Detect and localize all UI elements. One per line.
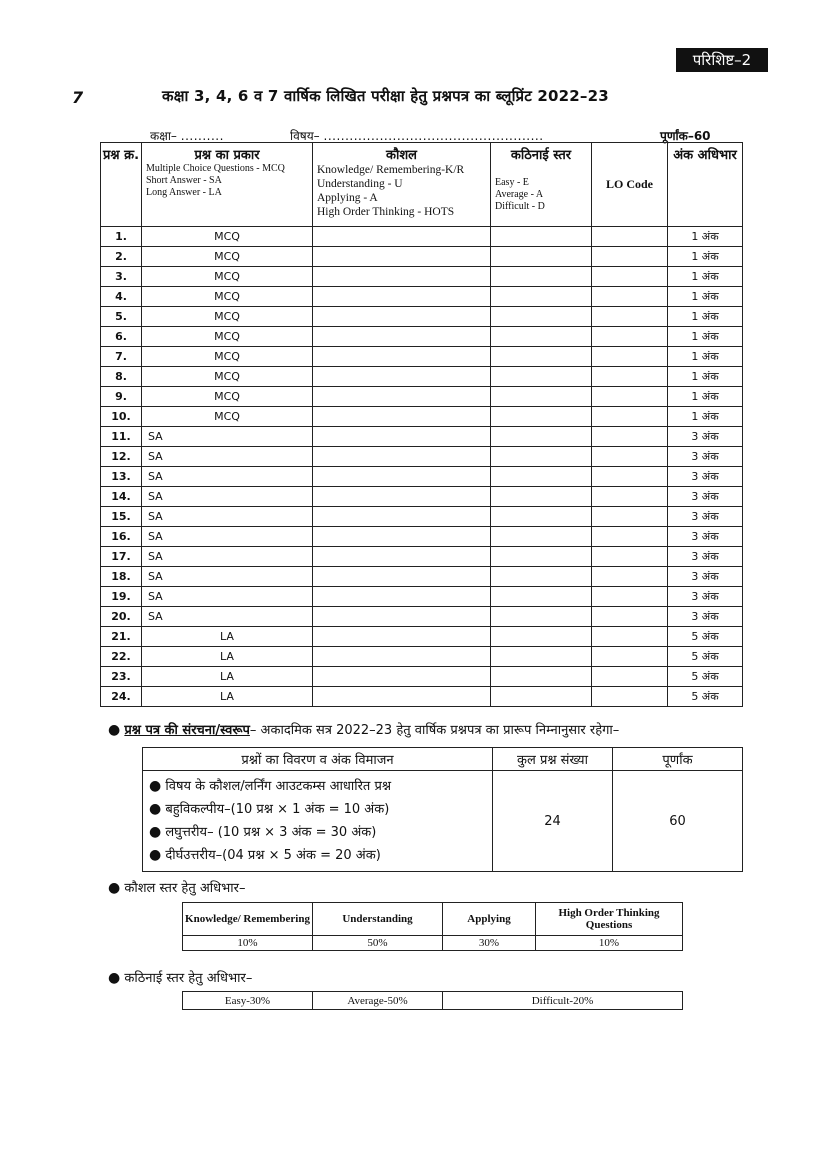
row-skill — [313, 367, 491, 387]
row-marks: 1 अंक — [668, 327, 743, 347]
row-type: SA — [142, 527, 313, 547]
bullet-icon: ● — [108, 722, 121, 738]
row-difficulty — [491, 467, 592, 487]
skill-legend-4: High Order Thinking - HOTS — [317, 206, 455, 218]
table-row — [101, 547, 743, 567]
row-type: MCQ — [142, 367, 313, 387]
row-qno: 10. — [101, 407, 142, 427]
row-marks: 5 अंक — [668, 687, 743, 707]
class-label: कक्षा– — [150, 129, 177, 143]
difficulty-value: Easy-30% — [183, 992, 313, 1010]
row-marks: 5 अंक — [668, 667, 743, 687]
table-row — [101, 407, 743, 427]
row-skill — [313, 567, 491, 587]
row-difficulty — [491, 587, 592, 607]
row-qno: 20. — [101, 607, 142, 627]
row-qno: 2. — [101, 247, 142, 267]
skill-header: Applying — [443, 903, 536, 936]
structure-heading — [108, 720, 619, 738]
row-lo-code — [592, 687, 668, 707]
table-row — [101, 507, 743, 527]
table-row — [101, 487, 743, 507]
row-marks: 1 अंक — [668, 387, 743, 407]
row-qno: 1. — [101, 227, 142, 247]
row-marks: 3 अंक — [668, 447, 743, 467]
type-legend-2: Short Answer - SA — [146, 175, 222, 186]
row-skill — [313, 387, 491, 407]
row-type: SA — [142, 507, 313, 527]
row-marks: 1 अंक — [668, 227, 743, 247]
row-lo-code — [592, 367, 668, 387]
table-row — [101, 627, 743, 647]
row-skill — [313, 287, 491, 307]
row-qno: 16. — [101, 527, 142, 547]
row-qno: 13. — [101, 467, 142, 487]
row-qno: 3. — [101, 267, 142, 287]
table-row — [101, 387, 743, 407]
row-type: LA — [142, 667, 313, 687]
row-skill — [313, 407, 491, 427]
row-type: MCQ — [142, 287, 313, 307]
row-marks: 3 अंक — [668, 487, 743, 507]
difficulty-weight-heading: ● कठिनाई स्तर हेतु अधिभार– — [108, 970, 253, 986]
row-type: SA — [142, 607, 313, 627]
row-lo-code — [592, 427, 668, 447]
row-marks: 3 अंक — [668, 527, 743, 547]
header-skill: कौशल Knowledge/ Remembering-K/R Understanding - U Applying - A High Order Thinking - HOTS — [313, 143, 491, 227]
difficulty-legend-3: Difficult - D — [495, 201, 545, 212]
row-type: MCQ — [142, 227, 313, 247]
row-qno: 4. — [101, 287, 142, 307]
row-lo-code — [592, 347, 668, 367]
type-legend-1: Multiple Choice Questions - MCQ — [146, 163, 285, 174]
row-type: SA — [142, 427, 313, 447]
row-marks: 3 अंक — [668, 547, 743, 567]
header-difficulty: कठिनाई स्तर Easy - E Average - A Difficult - D — [491, 143, 592, 227]
row-qno: 21. — [101, 627, 142, 647]
page-mark: 7 — [72, 88, 84, 107]
row-qno: 14. — [101, 487, 142, 507]
row-skill — [313, 607, 491, 627]
row-skill — [313, 547, 491, 567]
row-qno: 6. — [101, 327, 142, 347]
skill-weight-table — [182, 902, 683, 951]
structure-item: ● दीर्घउत्तरीय–(04 प्रश्न × 5 अंक = 20 अंक) — [149, 847, 381, 863]
row-difficulty — [491, 287, 592, 307]
row-type: SA — [142, 467, 313, 487]
row-difficulty — [491, 327, 592, 347]
row-lo-code — [592, 647, 668, 667]
row-difficulty — [491, 307, 592, 327]
skill-header: Knowledge/ Remembering — [183, 903, 313, 936]
row-type: SA — [142, 447, 313, 467]
row-lo-code — [592, 527, 668, 547]
row-skill — [313, 307, 491, 327]
row-marks: 1 अंक — [668, 287, 743, 307]
row-skill — [313, 507, 491, 527]
row-difficulty — [491, 687, 592, 707]
row-marks: 3 अंक — [668, 507, 743, 527]
difficulty-weight-table — [182, 991, 683, 1010]
row-difficulty — [491, 227, 592, 247]
row-difficulty — [491, 667, 592, 687]
row-type: MCQ — [142, 247, 313, 267]
row-marks: 5 अंक — [668, 627, 743, 647]
row-lo-code — [592, 667, 668, 687]
row-difficulty — [491, 607, 592, 627]
row-type: LA — [142, 647, 313, 667]
row-lo-code — [592, 227, 668, 247]
bullet-icon: ● — [108, 970, 121, 986]
row-lo-code — [592, 627, 668, 647]
row-difficulty — [491, 247, 592, 267]
difficulty-legend-1: Easy - E — [495, 177, 529, 188]
table-row — [101, 647, 743, 667]
table-row — [101, 667, 743, 687]
structure-heading-underlined: प्रश्न पत्र की संरचना/स्वरूप — [124, 723, 250, 738]
row-lo-code — [592, 467, 668, 487]
table-row — [101, 367, 743, 387]
row-difficulty — [491, 387, 592, 407]
table-row — [101, 587, 743, 607]
table-row — [101, 607, 743, 627]
row-qno: 12. — [101, 447, 142, 467]
max-marks: पूर्णांक–60 — [660, 129, 711, 143]
row-difficulty — [491, 427, 592, 447]
skill-legend-1: Knowledge/ Remembering-K/R — [317, 164, 465, 176]
row-skill — [313, 467, 491, 487]
row-type: SA — [142, 547, 313, 567]
bullet-icon: ● — [108, 880, 121, 896]
row-type: MCQ — [142, 347, 313, 367]
skill-value: 50% — [313, 936, 443, 951]
row-marks: 3 अंक — [668, 427, 743, 447]
row-difficulty — [491, 347, 592, 367]
row-skill — [313, 647, 491, 667]
row-type: LA — [142, 687, 313, 707]
row-difficulty — [491, 367, 592, 387]
row-type: MCQ — [142, 407, 313, 427]
row-qno: 11. — [101, 427, 142, 447]
appendix-badge: परिशिष्ट–2 — [676, 48, 768, 72]
row-qno: 22. — [101, 647, 142, 667]
structure-item: ● लघुत्तरीय– (10 प्रश्न × 3 अंक = 30 अंक) — [149, 824, 377, 840]
table-row — [101, 267, 743, 287]
skill-legend-3: Applying - A — [317, 192, 378, 204]
structure-table — [142, 747, 743, 872]
header-lo-code: LO Code — [592, 143, 668, 227]
row-qno: 17. — [101, 547, 142, 567]
table-row — [101, 447, 743, 467]
table-row — [101, 307, 743, 327]
row-difficulty — [491, 547, 592, 567]
structure-col-marks: पूर्णांक — [613, 748, 743, 771]
row-lo-code — [592, 587, 668, 607]
row-skill — [313, 247, 491, 267]
skill-weight-heading: ● कौशल स्तर हेतु अधिभार– — [108, 880, 246, 896]
row-lo-code — [592, 547, 668, 567]
row-marks: 1 अंक — [668, 407, 743, 427]
blueprint-table — [100, 142, 743, 707]
row-lo-code — [592, 247, 668, 267]
row-lo-code — [592, 567, 668, 587]
row-marks: 1 अंक — [668, 367, 743, 387]
structure-item: ● बहुविकल्पीय–(10 प्रश्न × 1 अंक = 10 अंक) — [149, 801, 390, 817]
row-skill — [313, 227, 491, 247]
row-marks: 1 अंक — [668, 247, 743, 267]
row-skill — [313, 487, 491, 507]
row-qno: 5. — [101, 307, 142, 327]
row-qno: 7. — [101, 347, 142, 367]
row-qno: 18. — [101, 567, 142, 587]
skill-value: 10% — [536, 936, 683, 951]
row-lo-code — [592, 487, 668, 507]
row-type: SA — [142, 567, 313, 587]
table-row — [101, 567, 743, 587]
table-row — [101, 687, 743, 707]
structure-heading-rest: – अकादमिक सत्र 2022–23 हेतु वार्षिक प्रश्नपत्र का प्रारूप निम्नानुसार रहेगा– — [249, 723, 620, 738]
row-type: MCQ — [142, 327, 313, 347]
header-question-type: प्रश्न का प्रकार Multiple Choice Questions - MCQ Short Answer - SA Long Answer - LA — [142, 143, 313, 227]
row-lo-code — [592, 507, 668, 527]
row-difficulty — [491, 447, 592, 467]
row-lo-code — [592, 267, 668, 287]
row-marks: 3 अंक — [668, 467, 743, 487]
structure-total-marks: 60 — [613, 771, 743, 872]
structure-col-desc: प्रश्नों का विवरण व अंक विमाजन — [143, 748, 493, 771]
table-row — [101, 527, 743, 547]
row-lo-code — [592, 607, 668, 627]
type-legend-3: Long Answer - LA — [146, 187, 222, 198]
row-difficulty — [491, 527, 592, 547]
skill-value: 30% — [443, 936, 536, 951]
page-title: कक्षा 3, 4, 6 व 7 वार्षिक लिखित परीक्षा हेतु प्रश्नपत्र का ब्लूप्रिंट 2022–23 — [162, 87, 609, 105]
skill-header: High Order Thinking Questions — [536, 903, 683, 936]
class-dots: .......... — [180, 129, 224, 143]
structure-item: ● विषय के कौशल/लर्निंग आउटकम्स आधारित प्रश्न — [149, 778, 392, 794]
subject-label: विषय– — [290, 129, 320, 143]
table-row — [101, 247, 743, 267]
row-skill — [313, 527, 491, 547]
row-skill — [313, 687, 491, 707]
row-type: SA — [142, 487, 313, 507]
row-qno: 9. — [101, 387, 142, 407]
row-skill — [313, 347, 491, 367]
row-type: MCQ — [142, 267, 313, 287]
difficulty-legend-2: Average - A — [495, 189, 544, 200]
row-skill — [313, 447, 491, 467]
row-type: MCQ — [142, 307, 313, 327]
row-difficulty — [491, 647, 592, 667]
row-difficulty — [491, 407, 592, 427]
row-marks: 1 अंक — [668, 267, 743, 287]
row-marks: 3 अंक — [668, 587, 743, 607]
row-marks: 3 अंक — [668, 567, 743, 587]
row-marks: 5 अंक — [668, 647, 743, 667]
row-difficulty — [491, 507, 592, 527]
row-type: LA — [142, 627, 313, 647]
row-difficulty — [491, 627, 592, 647]
row-lo-code — [592, 407, 668, 427]
row-difficulty — [491, 267, 592, 287]
header-qno: प्रश्न क्र. — [101, 143, 142, 227]
table-row — [101, 227, 743, 247]
table-row — [101, 327, 743, 347]
row-skill — [313, 267, 491, 287]
structure-col-total: कुल प्रश्न संख्या — [493, 748, 613, 771]
row-qno: 24. — [101, 687, 142, 707]
row-marks: 1 अंक — [668, 347, 743, 367]
row-skill — [313, 667, 491, 687]
row-qno: 23. — [101, 667, 142, 687]
table-row — [101, 287, 743, 307]
skill-value: 10% — [183, 936, 313, 951]
row-type: MCQ — [142, 387, 313, 407]
row-type: SA — [142, 587, 313, 607]
row-qno: 8. — [101, 367, 142, 387]
table-row — [101, 427, 743, 447]
row-lo-code — [592, 287, 668, 307]
structure-total-questions: 24 — [493, 771, 613, 872]
row-skill — [313, 587, 491, 607]
header-marks: अंक अधिभार — [668, 143, 743, 227]
row-lo-code — [592, 307, 668, 327]
row-lo-code — [592, 387, 668, 407]
subject-dots: ................................................... — [323, 129, 544, 143]
difficulty-value: Average-50% — [313, 992, 443, 1010]
row-difficulty — [491, 567, 592, 587]
table-row — [101, 347, 743, 367]
skill-legend-2: Understanding - U — [317, 178, 403, 190]
row-lo-code — [592, 327, 668, 347]
skill-header: Understanding — [313, 903, 443, 936]
row-qno: 19. — [101, 587, 142, 607]
row-skill — [313, 427, 491, 447]
row-marks: 1 अंक — [668, 307, 743, 327]
row-lo-code — [592, 447, 668, 467]
row-skill — [313, 627, 491, 647]
table-row — [101, 467, 743, 487]
row-marks: 3 अंक — [668, 607, 743, 627]
row-difficulty — [491, 487, 592, 507]
difficulty-value: Difficult-20% — [443, 992, 683, 1010]
row-skill — [313, 327, 491, 347]
structure-desc-cell — [143, 771, 493, 872]
row-qno: 15. — [101, 507, 142, 527]
